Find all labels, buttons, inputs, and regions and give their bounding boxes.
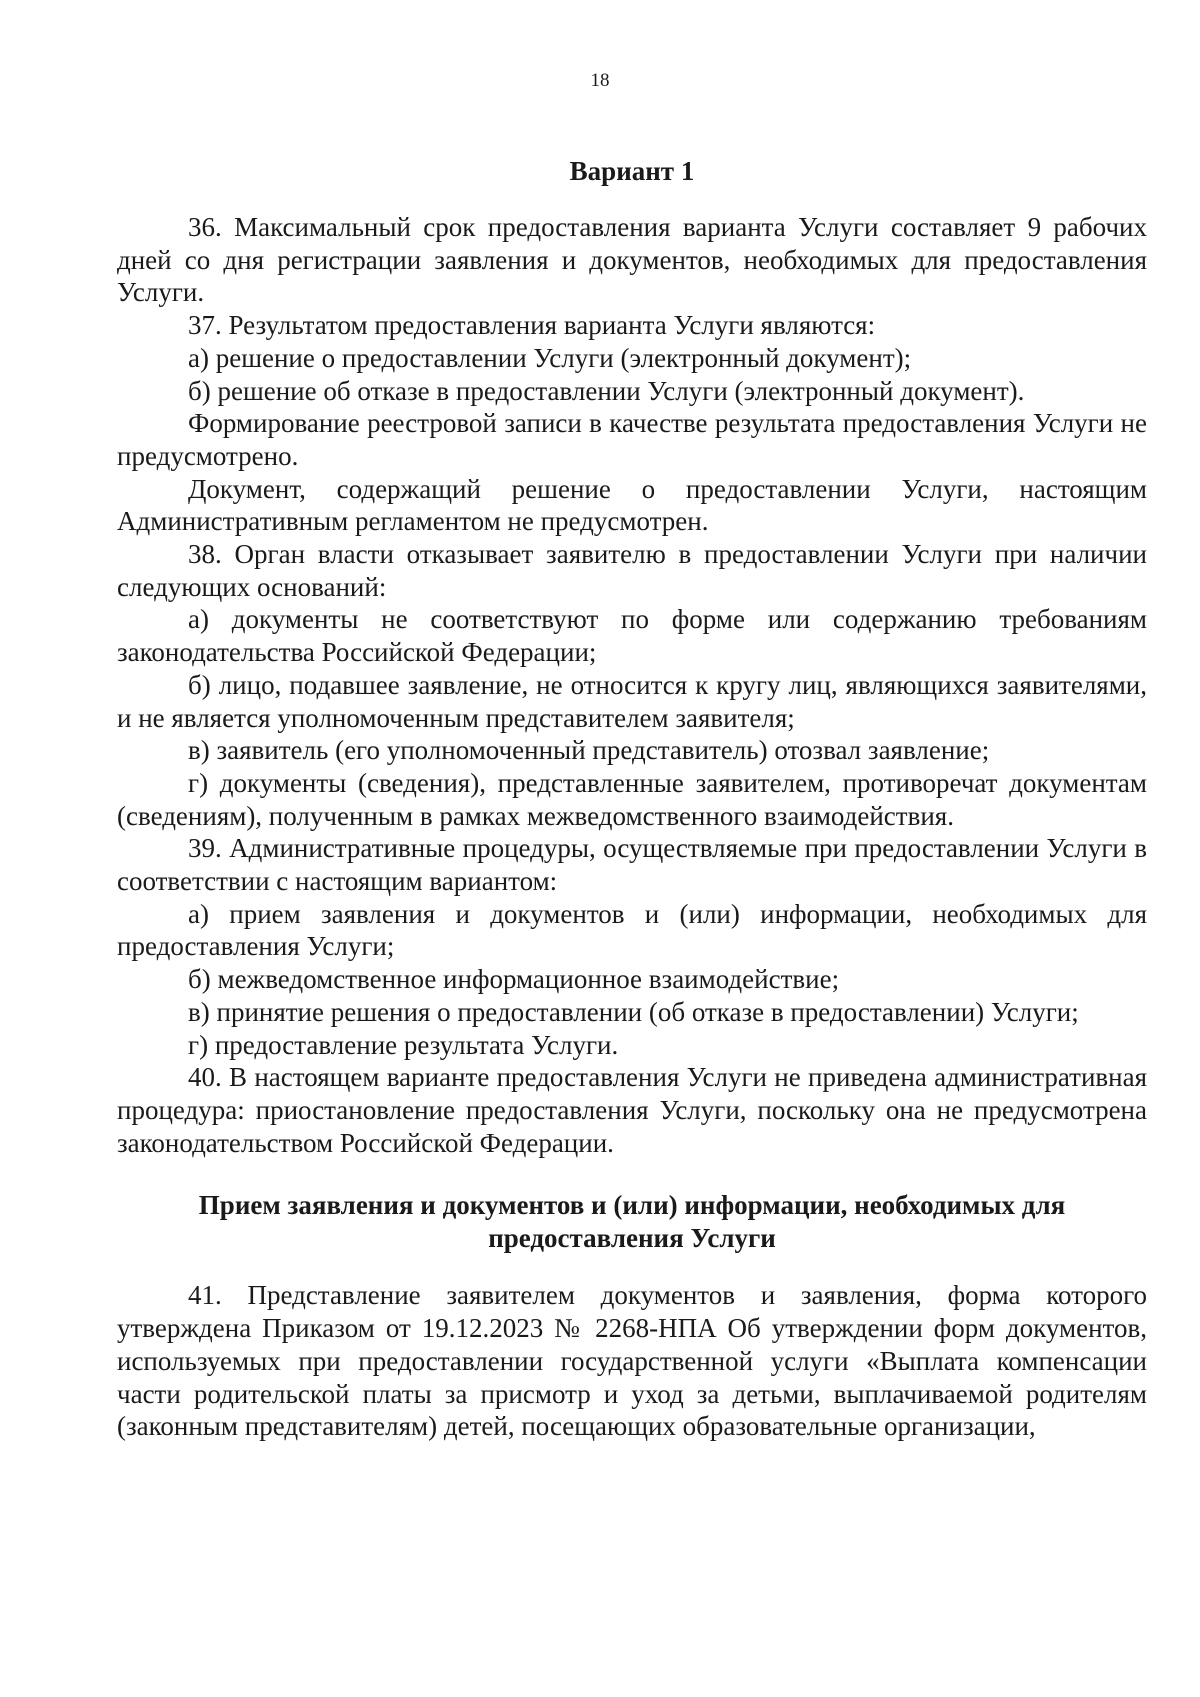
list-item: в) заявитель (его уполномоченный представитель) отозвал заявление; [188,735,990,766]
variant-heading: Вариант 1 [569,156,695,186]
list-item: б) решение об отказе в предоставлении Услуги (электронный документ). [188,375,1025,406]
paragraph: 36. Максимальный срок предоставления варианта Услуги составляет 9 рабочих дней со дня регистрации заявления и документов, необходимых для предоставления Услуги. [117,212,1147,308]
list-item: а) прием заявления и документов и (или) информации, необходимых для предоставления Услуги; [117,898,1147,962]
paragraph: 41. Представление заявителем документов и заявления, форма которого утверждена Приказом от 19.12.2023 № 2268-НПА Об утверждении форм документов, используемых при предоставлении государственной услуги «Выплата компенсации части родительской платы за присмотр и уход за детьми, выплачиваемой родителям (законным представителям) детей, посещающих образовательные организации, [117,1280,1147,1442]
paragraph: 38. Орган власти отказывает заявителю в предоставлении Услуги при наличии следующих оснований: [117,539,1147,602]
section-heading: Прием заявления и документов и (или) информации, необходимых для предоставления Услуги [198,1190,1066,1254]
paragraph: 37. Результатом предоставления варианта Услуги являются: [188,310,876,341]
paragraph-group-2 [117,1279,1147,1443]
list-item: в) принятие решения о предоставлении (об отказе в предоставлении) Услуги; [188,996,1079,1027]
list-item: г) предоставление результата Услуги. [188,1029,619,1060]
paragraph: 39. Административные процедуры, осуществляемые при предоставлении Услуги в соответствии с настоящим вариантом: [117,833,1147,897]
list-item: а) решение о предоставлении Услуги (электронный документ); [188,342,912,373]
paragraph-group-1 [117,211,1147,1159]
list-item: б) межведомственное информационное взаимодействие; [188,964,840,995]
list-item: г) документы (сведения), представленные заявителем, противоречат документам (сведениям), полученным в рамках межведомственного взаимодействия. [117,767,1147,831]
page-number: 18 [590,70,610,91]
paragraph: Формирование реестровой записи в качестве результата предоставления Услуги не предусмотрено. [117,408,1147,471]
list-item: а) документы не соответствуют по форме или содержанию требованиям законодательства Российской Федерации; [117,604,1147,668]
paragraph: 40. В настоящем варианте предоставления Услуги не приведена административная процедура: приостановление предоставления Услуги, поскольку она не предусмотрена законодательством Российской Федерации. [117,1062,1147,1158]
page-content [117,155,1147,1443]
paragraph: Документ, содержащий решение о предоставлении Услуги, настоящим Административным регламентом не предусмотрен. [117,473,1147,537]
list-item: б) лицо, подавшее заявление, не относится к кругу лиц, являющихся заявителями, и не является уполномоченным представителем заявителя; [117,669,1147,733]
